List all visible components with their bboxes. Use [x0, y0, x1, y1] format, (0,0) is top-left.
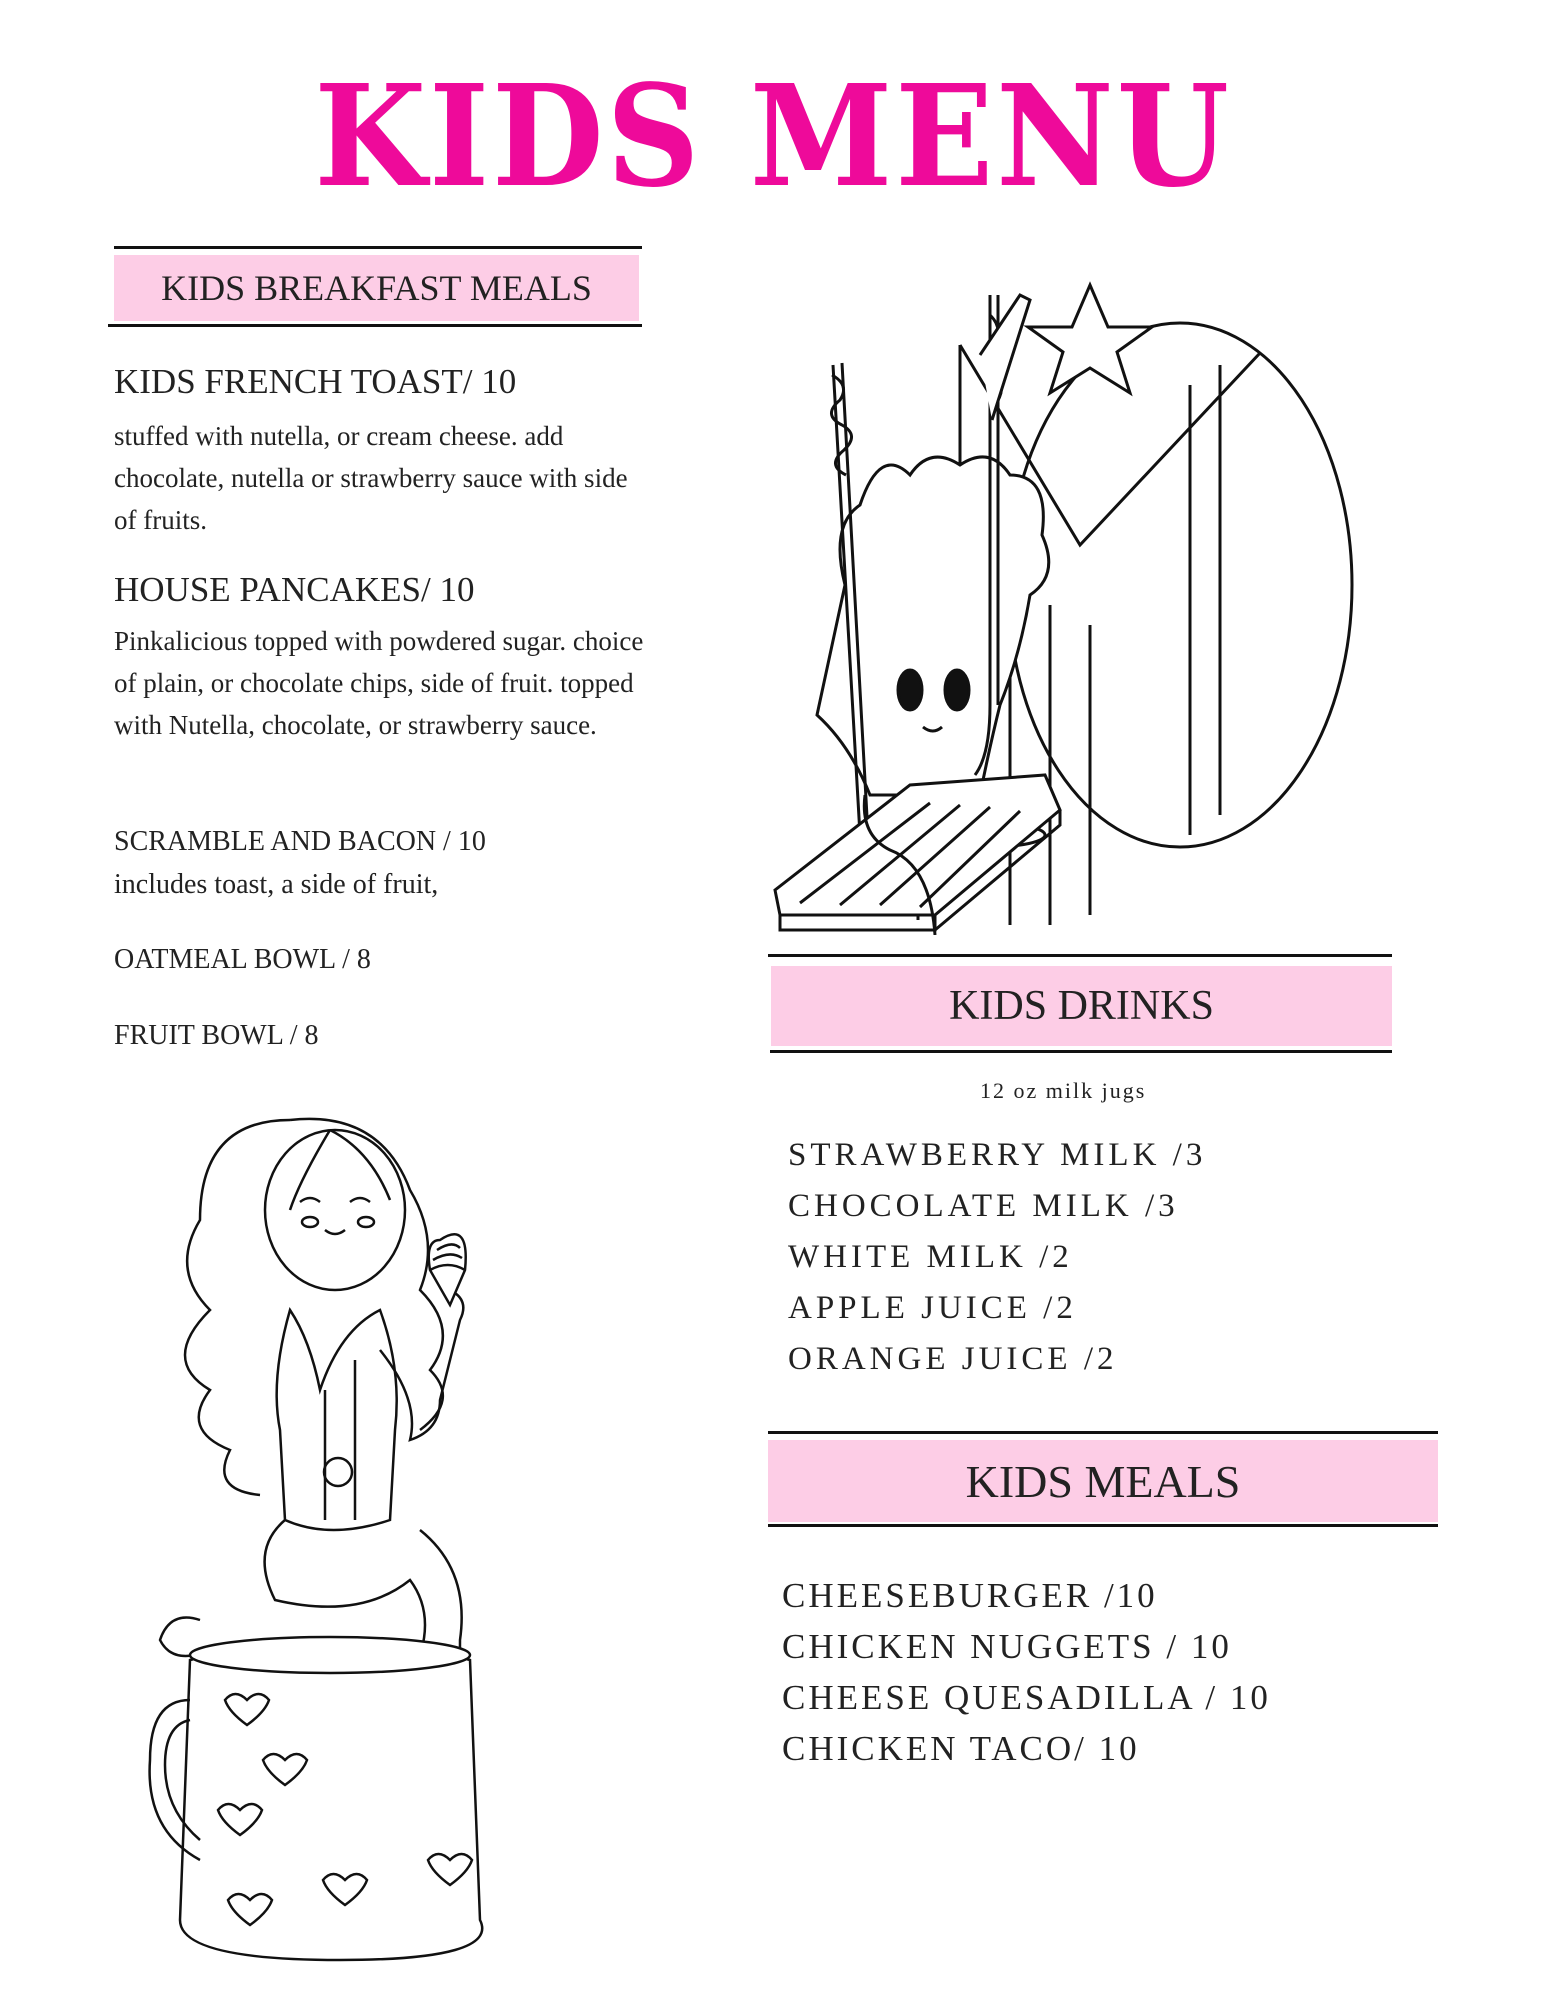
breakfast-heading-band [114, 255, 639, 321]
menu-item-title: OATMEAL BOWL / 8 [114, 944, 371, 975]
drink-item: CHOCOLATE MILK /3 [788, 1188, 1179, 1224]
drinks-top-rule [768, 954, 1392, 957]
breakfast-bottom-rule [108, 324, 642, 327]
menu-item-title: HOUSE PANCAKES/ 10 [114, 570, 475, 609]
meals-list [782, 1570, 1271, 1774]
drinks-heading: KIDS DRINKS [949, 983, 1214, 1029]
menu-item-description: stuffed with nutella, or cream cheese. add chocolate, nutella or strawberry sauce with side of fruits. [114, 421, 628, 535]
drink-item: WHITE MILK /2 [788, 1239, 1073, 1275]
drinks-list [788, 1130, 1206, 1385]
menu-item-description: includes toast, a side of fruit, [114, 869, 439, 900]
milkshake-swing-illustration [760, 275, 1360, 935]
page-title: KIDS MENU [314, 55, 1232, 219]
drinks-heading-band [771, 966, 1392, 1046]
meals-top-rule [768, 1431, 1438, 1434]
drink-item: APPLE JUICE /2 [788, 1290, 1077, 1326]
meal-item: CHEESEBURGER /10 [782, 1576, 1158, 1615]
drink-item: ORANGE JUICE /2 [788, 1341, 1118, 1377]
drink-item: STRAWBERRY MILK /3 [788, 1137, 1207, 1173]
meal-item: CHICKEN NUGGETS / 10 [782, 1627, 1232, 1666]
menu-item-title: KIDS FRENCH TOAST/ 10 [114, 362, 517, 401]
girl-on-mug-illustration [140, 1100, 620, 1980]
meal-item: CHICKEN TACO/ 10 [782, 1729, 1140, 1768]
meals-bottom-rule [768, 1524, 1438, 1527]
drinks-bottom-rule [770, 1050, 1392, 1053]
menu-item-description: Pinkalicious topped with powdered sugar. choice of plain, or chocolate chips, side of fruit. topped with Nutella, chocolate, or strawberry sauce. [114, 626, 644, 740]
meals-heading: KIDS MEALS [965, 1455, 1241, 1507]
menu-item-title: FRUIT BOWL / 8 [114, 1020, 319, 1051]
meals-heading-band [768, 1440, 1438, 1522]
menu-item-title: SCRAMBLE AND BACON / 10 [114, 826, 486, 857]
breakfast-heading: KIDS BREAKFAST MEALS [161, 268, 592, 308]
breakfast-top-rule [114, 246, 642, 249]
meal-item: CHEESE QUESADILLA / 10 [782, 1678, 1271, 1717]
drinks-note: 12 oz milk jugs [980, 1078, 1147, 1103]
